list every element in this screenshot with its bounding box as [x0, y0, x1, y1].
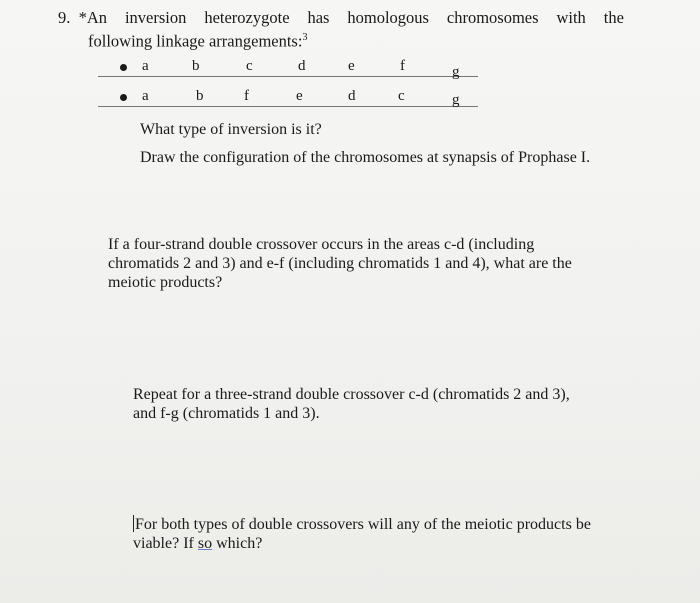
- question-line-2: following linkage arrangements:$^3$: [88, 31, 308, 51]
- gene-label: a: [142, 58, 149, 74]
- text-line: For both types of double crossovers will any of the meiotic products be: [135, 516, 591, 533]
- gene-label: b: [196, 88, 204, 104]
- chromosome-2: [120, 90, 500, 112]
- four-strand-crossover-question: [108, 235, 628, 292]
- gene-label: c: [398, 88, 405, 104]
- inversion-type-question: What type of inversion is it?: [140, 121, 322, 138]
- gene-label: d: [348, 88, 356, 104]
- bullet-icon: [120, 94, 127, 101]
- word: chromosomes: [446, 8, 539, 27]
- draw-configuration-question: Draw the configuration of the chromosomes at synapsis of Prophase I.: [140, 149, 591, 166]
- gene-label: g: [452, 92, 460, 108]
- gene-label: d: [298, 58, 306, 74]
- chromosome-line: [98, 76, 478, 77]
- text-line: If a four-strand double crossover occurs in the areas c-d (including: [108, 236, 535, 253]
- text-line: Repeat for a three-strand double crossover c-d (chromatids 2 and 3),: [133, 386, 570, 403]
- word: homologous: [347, 8, 429, 27]
- word: the: [603, 8, 624, 27]
- gene-label: f: [400, 58, 405, 74]
- underlined-word: so: [197, 535, 213, 552]
- three-strand-crossover-question: [133, 385, 633, 423]
- gene-label: g: [452, 64, 460, 80]
- question-line-1: [58, 8, 624, 28]
- question-heading: [58, 8, 648, 52]
- gene-label: b: [192, 58, 200, 74]
- gene-label: f: [244, 88, 249, 104]
- word: inversion: [124, 8, 187, 27]
- text-line: viable? If so which?: [133, 535, 263, 552]
- word: with: [556, 8, 586, 27]
- text-cursor: [133, 515, 134, 532]
- bullet-icon: [120, 64, 127, 71]
- word: heterozygote: [204, 8, 290, 27]
- viability-question: [133, 515, 633, 553]
- text-line: chromatids 2 and 3) and e-f (including chromatids 1 and 4), what are the: [108, 255, 572, 272]
- word: has: [307, 8, 330, 27]
- chromosome-line: [98, 106, 478, 107]
- gene-label: a: [142, 88, 149, 104]
- chromosome-1: [120, 60, 500, 82]
- gene-label: e: [348, 58, 355, 74]
- text-line: meiotic products?: [108, 274, 223, 291]
- text-line: and f-g (chromatids 1 and 3).: [133, 405, 320, 422]
- gene-label: c: [246, 58, 253, 74]
- footnote-marker: 3: [302, 32, 308, 43]
- gene-label: e: [296, 88, 303, 104]
- question-number: 9. *An: [58, 8, 108, 27]
